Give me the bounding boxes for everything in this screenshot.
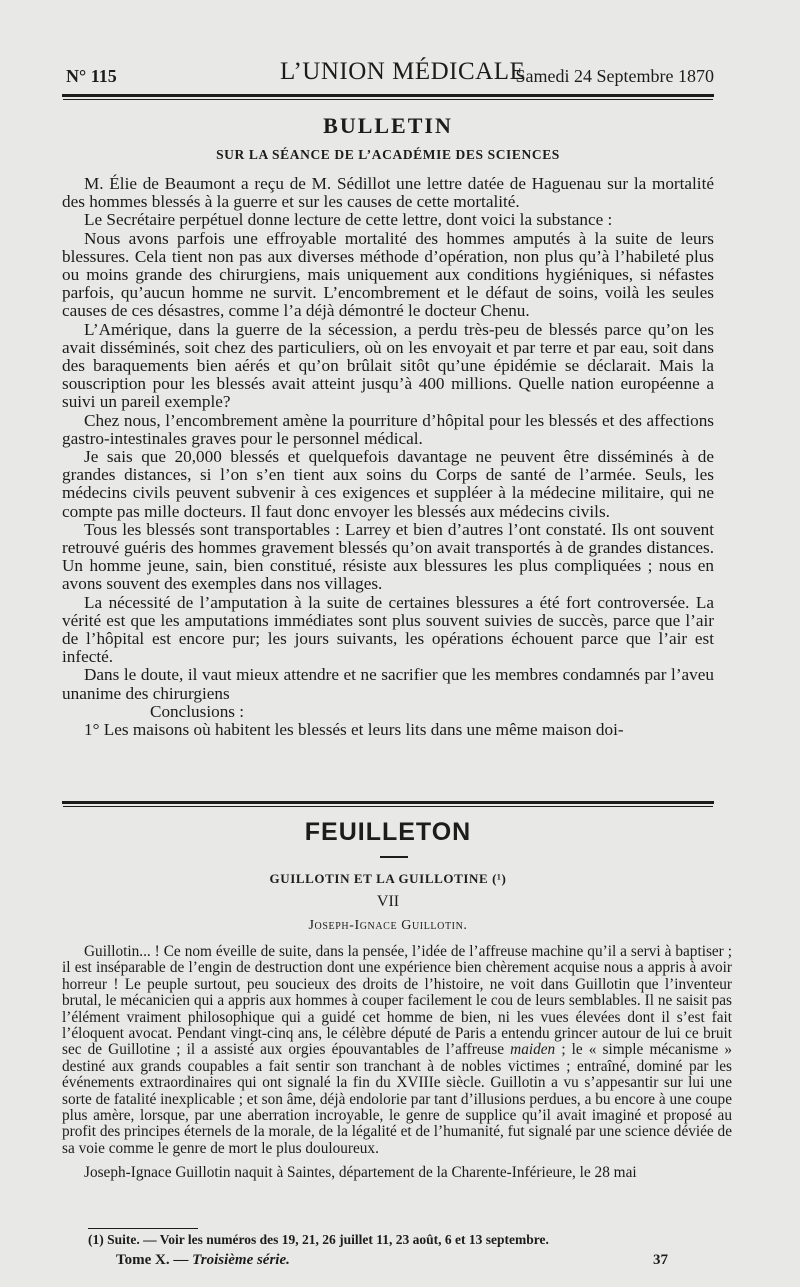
bulletin-body bbox=[62, 175, 714, 739]
feuilleton-subtitle: GUILLOTIN ET LA GUILLOTINE (¹) bbox=[269, 871, 507, 886]
bulletin-paragraph: Je sais que 20,000 blessés et quelquefois davantage ne peuvent être disséminés à de grandes distances, si l’on s’en tient aux soins du Corps de santé de l’armée. Seuls, les médecins civils peuvent subvenir à ces exigences et suppléer à la médecine militaire, qui ne compte pas mille docteurs. Il faut donc envoyer les blessés aux médecins civils. bbox=[62, 447, 714, 521]
bulletin-paragraph: Dans le doute, il vaut mieux attendre et ne sacrifier que les membres condamnés par l’aveu unanime des chirurgiens bbox=[62, 665, 714, 703]
bulletin-paragraph: La nécessité de l’amputation à la suite de certaines blessures a été fort controversée. La vérité est que les amputations immédiates sont plus souvent suivies de succès, parce que l’air de l’hôpital est encore pur; les jours suivants, les opérations échouent parce que l’air est infecté. bbox=[62, 592, 714, 667]
italic-word: maiden bbox=[510, 1041, 556, 1059]
bulletin-title: BULLETIN bbox=[323, 113, 453, 138]
feuilleton-body bbox=[62, 944, 732, 1182]
bulletin-subtitle: SUR LA SÉANCE DE L’ACADÉMIE DES SCIENCES bbox=[216, 147, 560, 162]
bulletin-last-line: 1° Les maisons où habitent les blessés et leurs lits dans une même maison doi- bbox=[84, 720, 624, 740]
paragraph-text-start: Guillotin... ! Ce nom éveille de suite, dans la pensée, l’idée de l’affreuse machine qu’il a servi à baptiser ; il est inséparable de l’engin de destruction dont une expérience bien chèrement acquise nous a appris à avoir horreur ! Le peuple surtout, peu soucieux des droits de l’histoire, ne voit dans Guillotin que l’inventeur brutal, le mécanicien qui a appris aux hommes à couper facilement le cou de leurs semblables. Il ne saisit pas l’élément vraiment philosophique qui a guidé cet homme de bien, ni les vues élevées dont il s’est fait l’éloquent avocat. Pendant vingt-cinq ans, le célèbre député de Paris a entendu grincer autour de lui ce bruit sec de Guillotine ; il a assisté aux orgies épouvantables de l’affreuse bbox=[62, 943, 732, 1059]
feuilleton-title: FEUILLETON bbox=[304, 818, 472, 846]
footnote-rule bbox=[88, 1228, 198, 1229]
journal-title: L’UNION MÉDICALE bbox=[280, 58, 526, 85]
bulletin-paragraph: L’Amérique, dans la guerre de la sécession, a perdu très-peu de blessés parce qu’on les avait disséminés, soit chez des particuliers, où on les envoyait et par terre et par eau, soit dans des baraquements bien aérés et qu’on brûlait sitôt qu’une épidémie se déclarait. Mais la souscription pour les blessés avait atteint jusqu’à 400 millions. Quelle nation européenne a suivi un pareil exemple? bbox=[62, 319, 714, 412]
chapter-heading: Joseph-Ignace Guillotin. bbox=[308, 918, 468, 933]
feuilleton-rule bbox=[62, 801, 714, 804]
chapter-number: VII bbox=[376, 893, 400, 910]
issue-date: Samedi 24 Septembre 1870 bbox=[515, 66, 714, 86]
bulletin-paragraph: M. Élie de Beaumont a reçu de M. Sédillot une lettre datée de Haguenau sur la mortalité des hommes blessés à la guerre et sur les causes de cette mortalité. bbox=[62, 174, 714, 212]
bulletin-paragraph: Le Secrétaire perpétuel donne lecture de cette lettre, dont voici la substance : bbox=[84, 210, 613, 230]
bulletin-paragraph: Chez nous, l’encombrement amène la pourriture d’hôpital pour les blessés et des affections gastro-intestinales graves pour le personnel médical. bbox=[62, 410, 714, 448]
page-number: 37 bbox=[653, 1252, 668, 1268]
paragraph-text-end: ; le « simple mécanisme » destiné aux grands coupables a fait sentir son tranchant à de nobles victimes ; entraîné, dominé par les événements extraordinaires qui ont signalé la fin du XVIIIe siècle. Guillotin a vu s’appesantir sur lui une sorte de fatalité inexplicable ; et son âme, déjà endolorie par tant d’illusions perdues, a bu encore à une coupe plus amère, lorsque, par une aberration incroyable, le genre de supplice qu’il avait imaginé et proposé au profit des principes éternels de la morale, de la légalité et de l’humanité, fut signalé par une science déviée de sa voie comme le genre de mort le plus douloureux. bbox=[62, 1041, 732, 1157]
series-label: Troisième série. bbox=[192, 1252, 290, 1268]
feuilleton-paragraph bbox=[62, 944, 732, 1157]
header-rule bbox=[62, 94, 714, 97]
bulletin-paragraph: Nous avons parfois une effroyable mortalité des hommes amputés à la suite de leurs blessures. Cela tient non pas aux diverses méthode d’opération, non plus qu’à l’habileté plus ou moins grande des chirurgiens, mais uniquement aux conditions hygiéniques, si néfastes parfois, qu’aucun homme ne survit. L’encombrement et le défaut de soins, voilà les seules causes de ces désastres, comme l’a déjà démontré le docteur Chenu. bbox=[62, 228, 714, 321]
page-header bbox=[62, 56, 714, 92]
volume-info bbox=[116, 1252, 290, 1269]
page-footer bbox=[116, 1252, 668, 1272]
feuilleton-title-rule bbox=[380, 856, 408, 858]
feuilleton-paragraph: Joseph-Ignace Guillotin naquit à Saintes, département de la Charente-Inférieure, le 28 mai bbox=[84, 1164, 637, 1182]
conclusions-label: Conclusions : bbox=[150, 701, 245, 721]
bulletin-paragraph: Tous les blessés sont transportables : Larrey et bien d’autres l’ont constaté. Ils ont souvent retrouvé guéris des hommes gravement blessés qu’on avait transportés à de grandes distances. Un homme jeune, sain, bien constitué, résiste aux blessures les plus compliquées ; nous en avons souvent des exemples dans nos villages. bbox=[62, 519, 714, 594]
volume-label: Tome X. — bbox=[116, 1252, 193, 1268]
issue-number: N° 115 bbox=[66, 66, 117, 86]
footnote: (1) Suite. — Voir les numéros des 19, 21, 26 juillet 11, 23 août, 6 et 13 septembre. bbox=[88, 1232, 549, 1247]
